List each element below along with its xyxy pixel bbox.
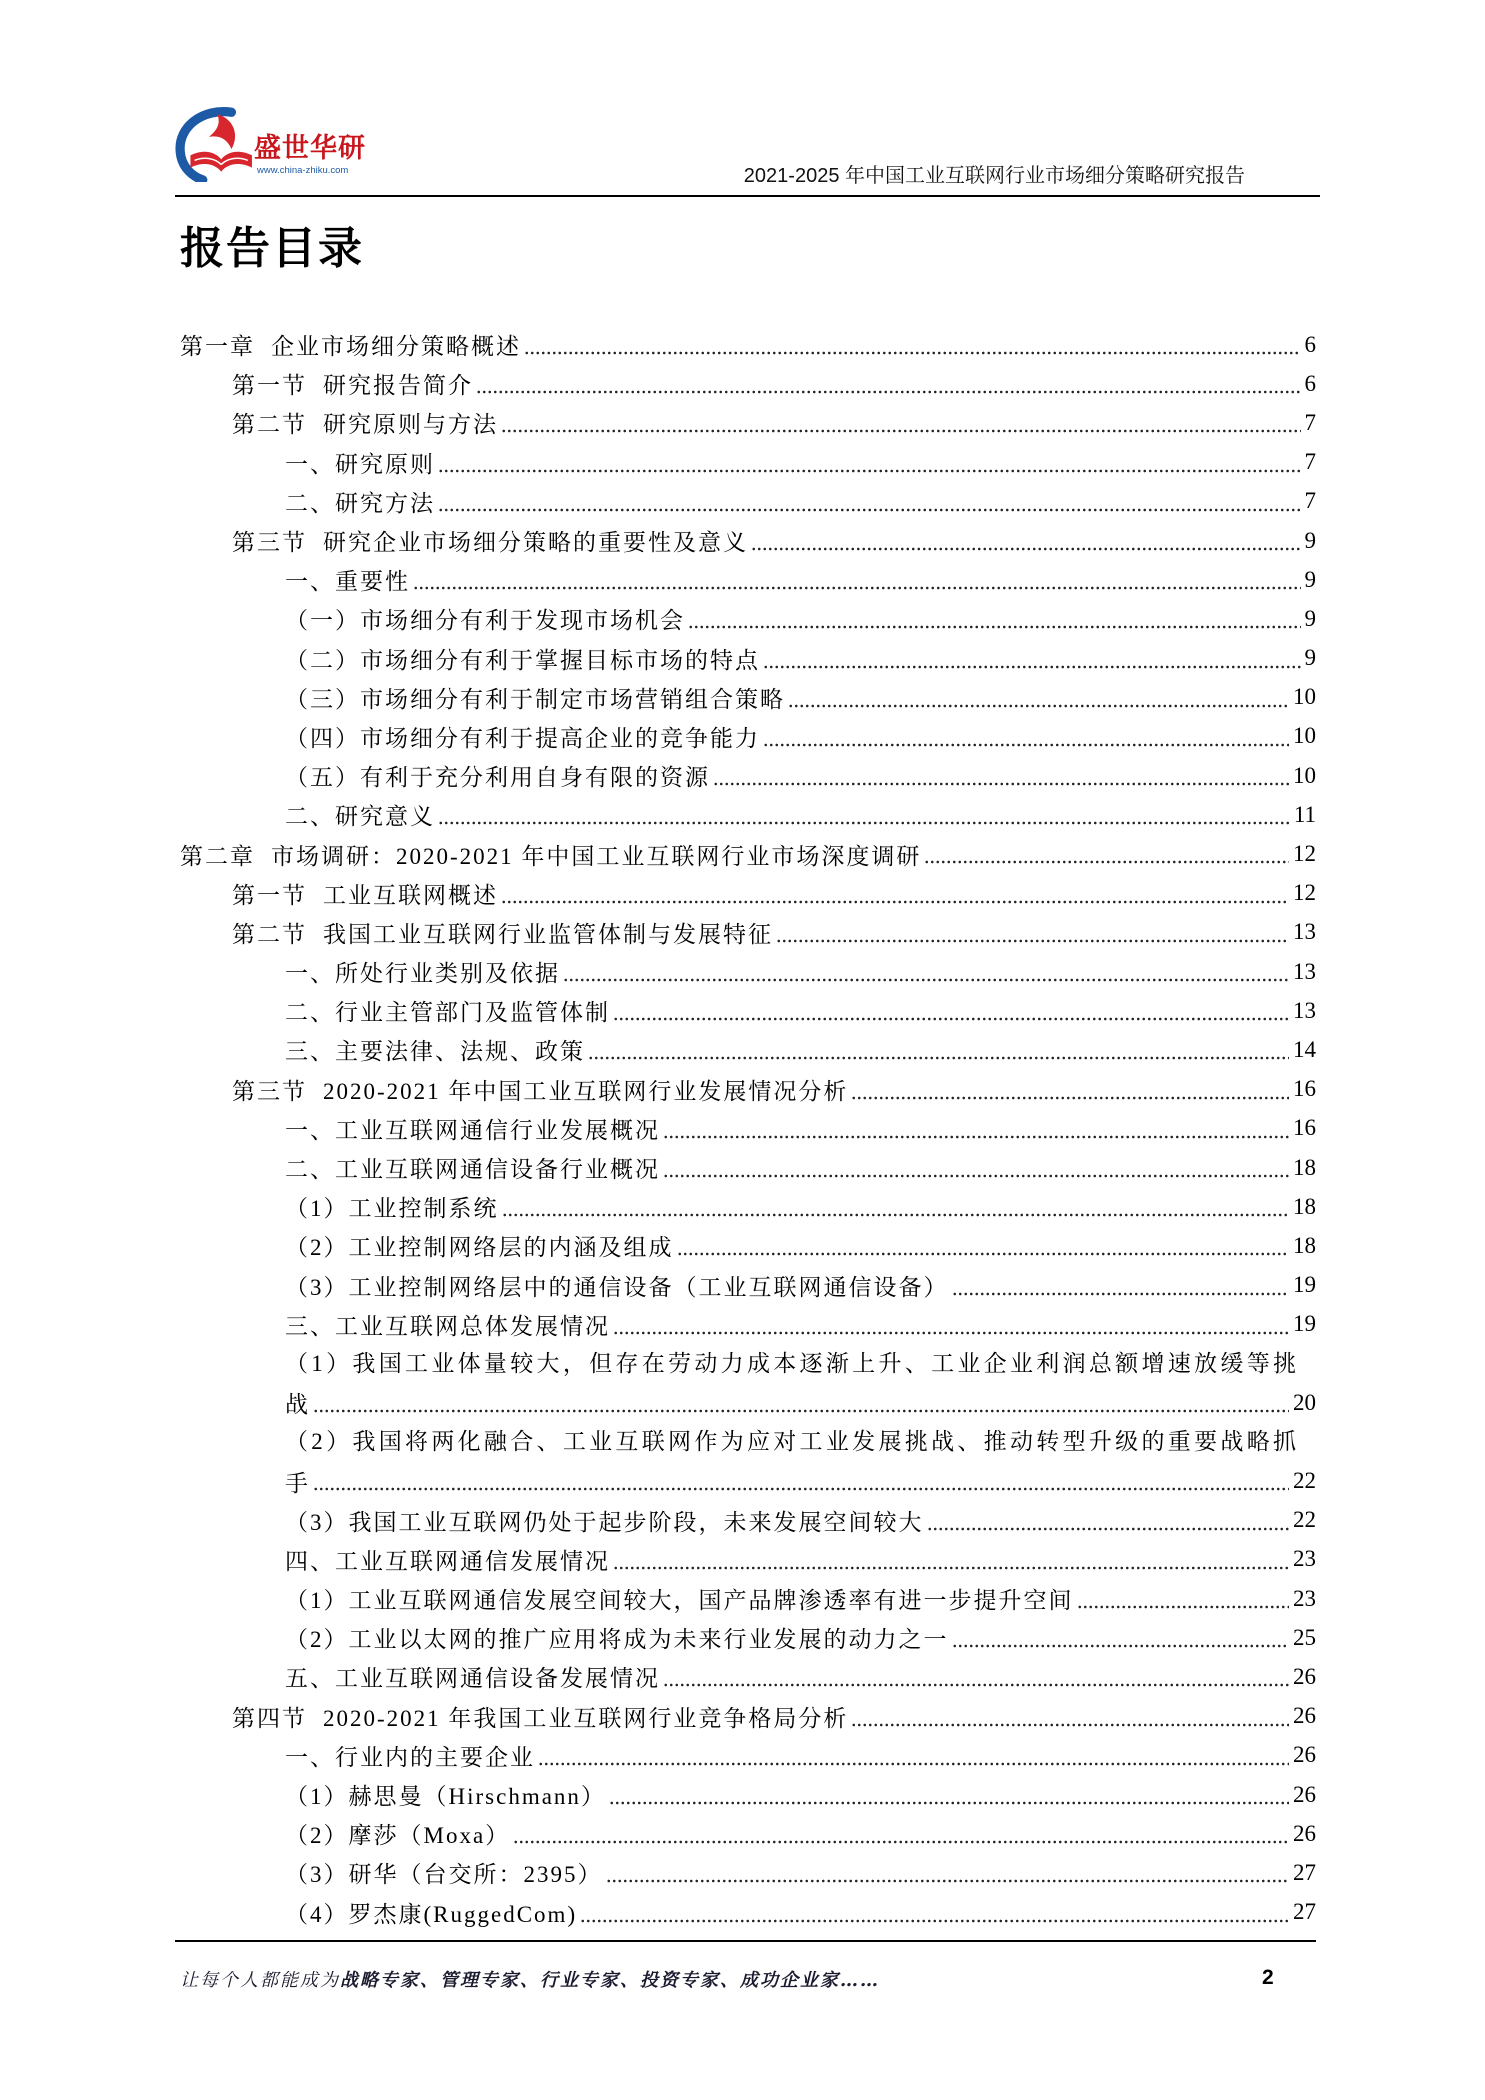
toc-entry [180,1461,1316,1500]
dot-leader [763,639,1301,678]
toc-entry-title: 一、所处行业类别及依据 [285,961,560,987]
toc-page-number: 7 [1304,488,1316,514]
toc-entry [180,756,1316,795]
dot-leader [580,1893,1289,1932]
toc-entry-title: 2020-2021 年我国工业互联网行业竞争格局分析 [323,1705,849,1731]
footer-slogan-lead: 让每个人都能成为 [180,1970,340,1991]
toc-entry [180,1383,1316,1422]
toc-page-number: 9 [1304,566,1316,592]
toc-entry [180,1697,1316,1736]
dot-leader [563,952,1289,991]
toc-entry [180,1305,1316,1344]
toc-page-number: 12 [1293,880,1316,906]
toc-entry-title: 二、研究意义 [285,804,435,830]
toc-entry-title: 二、研究方法 [285,490,435,516]
toc-entry-title: （五）有利于充分利用自身有限的资源 [285,765,710,791]
logo-url: www.china-zhiku.com [257,165,349,176]
toc-page-number: 9 [1304,527,1316,553]
toc-entry [180,403,1316,442]
toc-page-number: 19 [1293,1311,1316,1337]
toc-page-number: 13 [1293,919,1316,945]
toc-entry [180,364,1316,403]
toc-entry-title: （1）我国工业体量较大，但存在劳动力成本逐渐上升、工业企业利润总额增速放缓等挑 [285,1350,1298,1376]
toc-entry-label: 第三节 [232,530,307,556]
toc-entry [180,1736,1316,1775]
toc-entry-title: 三、主要法律、法规、政策 [285,1039,585,1065]
dot-leader [438,795,1290,834]
toc-entry [180,678,1316,717]
toc-entry-title: （1）赫思曼（Hirschmann） [285,1784,606,1810]
toc-entry-title: 研究报告简介 [323,373,473,399]
toc-entry-label: 第二章 [180,843,255,869]
toc-page-number: 12 [1293,841,1316,867]
toc-page-number: 20 [1293,1389,1316,1415]
page-number: 2 [1262,1966,1274,1989]
toc-entry-title: （四）市场细分有利于提高企业的竞争能力 [285,725,760,751]
toc-entry-title: 我国工业互联网行业监管体制与发展特征 [323,921,773,947]
footer-slogan-roles: 战略专家、管理专家、行业专家、投资专家、成功企业家…… [340,1970,880,1991]
toc-page-number: 13 [1293,958,1316,984]
dot-leader [613,1305,1289,1344]
toc-page-number: 22 [1293,1507,1316,1533]
dot-leader [588,1030,1289,1069]
toc-entry [180,482,1316,521]
toc-page-number: 22 [1293,1468,1316,1494]
toc-entry [180,1618,1316,1657]
toc-page-number: 18 [1293,1193,1316,1219]
toc-entry [180,1030,1316,1069]
dot-leader [609,1775,1289,1814]
toc-entry [180,1501,1316,1540]
dot-leader [952,1618,1290,1657]
toc-entry [180,325,1316,364]
toc-entry [180,1266,1316,1305]
toc-entry [180,834,1316,873]
toc-page-number: 26 [1293,1820,1316,1846]
dot-leader [851,1070,1289,1109]
table-of-contents [180,325,1316,1932]
toc-entry-title: 2020-2021 年中国工业互联网行业发展情况分析 [323,1078,849,1104]
toc-page-number: 16 [1293,1076,1316,1102]
toc-entry [180,1814,1316,1853]
toc-entry-title: 一、研究原则 [285,451,435,477]
toc-entry [180,952,1316,991]
toc-entry-title: 一、行业内的主要企业 [285,1744,535,1770]
toc-entry [180,1540,1316,1579]
dot-leader [663,1148,1289,1187]
footer-divider [175,1940,1316,1942]
toc-entry-label: 第三节 [232,1078,307,1104]
dot-leader [606,1853,1290,1892]
toc-page-number: 19 [1293,1272,1316,1298]
toc-entry-title: （1）工业控制系统 [285,1196,499,1222]
toc-page-number: 26 [1293,1703,1316,1729]
toc-entry-title: 三、工业互联网总体发展情况 [285,1313,610,1339]
toc-entry-title: 市场调研：2020-2021 年中国工业互联网行业市场深度调研 [271,843,922,869]
dot-leader [438,443,1301,482]
toc-entry-title: 工业互联网概述 [323,882,498,908]
toc-entry-title: （3）工业控制网络层中的通信设备（工业互联网通信设备） [285,1274,949,1300]
report-title: 2021-2025 年中国工业互联网行业市场细分策略研究报告 [743,165,1245,187]
toc-entry [180,1226,1316,1265]
toc-entry [180,599,1316,638]
toc-entry [180,874,1316,913]
toc-entry-title: 研究企业市场细分策略的重要性及意义 [323,530,748,556]
toc-page-number: 23 [1293,1546,1316,1572]
toc-entry-title-continued: 手 [285,1470,310,1496]
toc-page-number: 25 [1293,1624,1316,1650]
toc-entry-title: 研究原则与方法 [323,412,498,438]
dot-leader [713,756,1289,795]
toc-page-number: 18 [1293,1232,1316,1258]
toc-entry [180,991,1316,1030]
dot-leader [788,678,1289,717]
toc-entry-title: （二）市场细分有利于掌握目标市场的特点 [285,647,760,673]
dot-leader [524,325,1301,364]
toc-entry [180,1187,1316,1226]
toc-page-number: 7 [1304,449,1316,475]
toc-entry-title: （2）工业以太网的推广应用将成为未来行业发展的动力之一 [285,1627,949,1653]
toc-entry-title: 五、工业互联网通信设备发展情况 [285,1666,660,1692]
toc-entry-title-continued: 战 [285,1392,310,1418]
dot-leader [501,403,1301,442]
toc-entry [180,795,1316,834]
dot-leader [313,1461,1289,1500]
toc-entry-label: 第一章 [180,334,255,360]
toc-entry-title: 四、工业互联网通信发展情况 [285,1548,610,1574]
toc-entry-title: 二、工业互联网通信设备行业概况 [285,1157,660,1183]
dot-leader [924,834,1289,873]
toc-page-number: 26 [1293,1781,1316,1807]
toc-entry-title: 一、工业互联网通信行业发展概况 [285,1117,660,1143]
toc-page-number: 11 [1293,801,1316,827]
toc-entry [180,1070,1316,1109]
toc-page-number: 10 [1293,762,1316,788]
toc-entry-title: （一）市场细分有利于发现市场机会 [285,608,685,634]
dot-leader [763,717,1289,756]
toc-entry-label: 第一节 [232,882,307,908]
toc-entry-title: （3）我国工业互联网仍处于起步阶段，未来发展空间较大 [285,1509,924,1535]
dot-leader [476,364,1301,403]
dot-leader [927,1501,1290,1540]
dot-leader [513,1814,1289,1853]
toc-entry [180,443,1316,482]
toc-page-number: 13 [1293,997,1316,1023]
toc-entry-title: （2）我国将两化融合、工业互联网作为应对工业发展挑战、推动转型升级的重要战略抓 [285,1429,1298,1455]
toc-page-number: 14 [1293,1036,1316,1062]
dot-leader [663,1109,1289,1148]
toc-entry-title: （4）罗杰康(RuggedCom) [285,1901,578,1927]
toc-page-number: 7 [1304,409,1316,435]
toc-entry [180,1579,1316,1618]
toc-entry [180,913,1316,952]
toc-entry [180,1657,1316,1696]
dot-leader [677,1226,1290,1265]
toc-entry-label: 第二节 [232,921,307,947]
dot-leader [613,991,1289,1030]
toc-page-number: 10 [1293,723,1316,749]
logo-emblem-icon [172,104,254,182]
header-divider [175,195,1320,197]
dot-leader [438,482,1301,521]
toc-page-number: 6 [1304,331,1316,357]
dot-leader [538,1736,1289,1775]
toc-entry-label: 第四节 [232,1705,307,1731]
dot-leader [751,521,1301,560]
dot-leader [313,1383,1289,1422]
toc-entry [180,717,1316,756]
toc-entry-title: （2）工业控制网络层的内涵及组成 [285,1235,674,1261]
toc-entry [180,1775,1316,1814]
toc-page-number: 26 [1293,1663,1316,1689]
dot-leader [501,874,1289,913]
dot-leader [952,1266,1290,1305]
dot-leader [663,1657,1289,1696]
page-title: 报告目录 [180,224,364,273]
toc-entry-title: 二、行业主管部门及监管体制 [285,1000,610,1026]
dot-leader [413,560,1301,599]
toc-entry-title: （2）摩莎（Moxa） [285,1823,511,1849]
toc-page-number: 16 [1293,1115,1316,1141]
toc-entry-label: 第一节 [232,373,307,399]
toc-page-number: 23 [1293,1585,1316,1611]
toc-entry [180,560,1316,599]
dot-leader [851,1697,1289,1736]
dot-leader [776,913,1289,952]
toc-entry-title: （1）工业互联网通信发展空间较大，国产品牌渗透率有进一步提升空间 [285,1588,1074,1614]
toc-entry-title: 一、重要性 [285,569,410,595]
toc-page-number: 27 [1293,1859,1316,1885]
toc-entry [180,639,1316,678]
toc-entry-title: 企业市场细分策略概述 [271,334,521,360]
toc-page-number: 27 [1293,1899,1316,1925]
logo-name: 盛世华研 [254,133,366,163]
toc-entry-title: （三）市场细分有利于制定市场营销组合策略 [285,686,785,712]
dot-leader [688,599,1301,638]
toc-page-number: 9 [1304,605,1316,631]
toc-page-number: 6 [1304,370,1316,396]
toc-entry [180,521,1316,560]
dot-leader [613,1540,1289,1579]
dot-leader [502,1187,1290,1226]
dot-leader [1077,1579,1290,1618]
toc-entry-label: 第二节 [232,412,307,438]
toc-entry-title: （3）研华（台交所：2395） [285,1862,603,1888]
toc-entry [180,1148,1316,1187]
toc-page-number: 9 [1304,645,1316,671]
toc-page-number: 10 [1293,684,1316,710]
toc-entry [180,1109,1316,1148]
toc-page-number: 26 [1293,1742,1316,1768]
toc-entry [180,1853,1316,1892]
toc-entry [180,1893,1316,1932]
toc-page-number: 18 [1293,1154,1316,1180]
footer-slogan [180,1966,880,1992]
